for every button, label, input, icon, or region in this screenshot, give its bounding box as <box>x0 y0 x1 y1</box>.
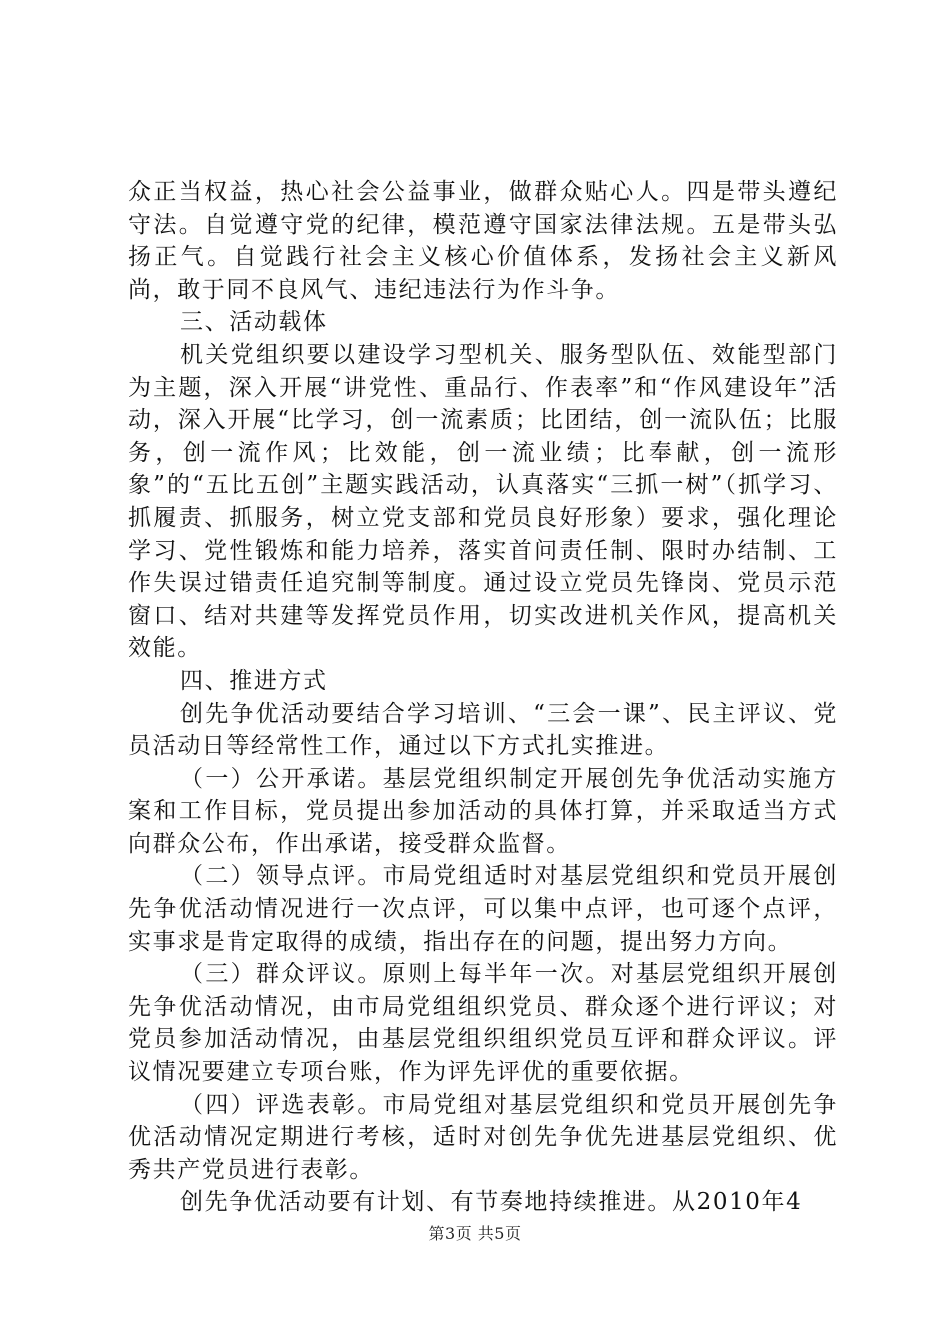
paragraph-public-commitment: （一）公开承诺。基层党组织制定开展创先争优活动实施方案和工作目标，党员提出参加活动的具体打算，并采取适当方式向群众公布，作出承诺，接受群众监督。 <box>128 765 838 857</box>
paragraph-activity-carrier: 机关党组织要以建设学习型机关、服务型队伍、效能型部门为主题，深入开展“讲党性、重品行、作表率”和“作风建设年”活动，深入开展“比学习，创一流素质；比团结，创一流队伍；比服务，创一流作风；比效能，创一流业绩；比奉献，创一流形象”的“五比五创”主题实践活动，认真落实“三抓一树”（抓学习、抓履责、抓服务，树立党支部和党员良好形象）要求，强化理论学习、党性锻炼和能力培养，落实首问责任制、限时办结制、工作失误过错责任追究制等制度。通过设立党员先锋岗、党员示范窗口、结对共建等发挥党员作用，切实改进机关作风，提高机关效能。 <box>128 341 838 662</box>
paragraph-promotion-intro: 创先争优活动要结合学习培训、“三会一课”、民主评议、党员活动日等经常性工作，通过以下方式扎实推进。 <box>128 700 838 760</box>
section-heading-activity-carrier: 三、活动载体 <box>180 309 328 336</box>
page-footer: 第3页 共5页 <box>428 1224 522 1243</box>
document-body <box>128 176 838 1219</box>
paragraph-public-appraisal: （三）群众评议。原则上每半年一次。对基层党组织开展创先争优活动情况，由市局党组组织党员、群众逐个进行评议；对党员参加活动情况，由基层党组织组织党员互评和群众评议。评议情况要建立专项台账，作为评先评优的重要依据。 <box>128 961 838 1086</box>
paragraph-leadership-review: （二）领导点评。市局党组适时对基层党组织和党员开展创先争优活动情况进行一次点评，可以集中点评，也可逐个点评，实事求是肯定取得的成绩，指出存在的问题，提出努力方向。 <box>128 863 838 955</box>
section-heading-promotion-methods: 四、推进方式 <box>180 667 328 694</box>
paragraph-selection-commendation: （四）评选表彰。市局党组对基层党组织和党员开展创先争优活动情况定期进行考核，适时对创先争优先进基层党组织、优秀共产党员进行表彰。 <box>128 1091 838 1183</box>
paragraph-schedule: 创先争优活动要有计划、有节奏地持续推进。从2010年4 <box>180 1189 803 1216</box>
paragraph-continuation: 众正当权益，热心社会公益事业，做群众贴心人。四是带头遵纪守法。自觉遵守党的纪律，模范遵守国家法律法规。五是带头弘扬正气。自觉践行社会主义核心价值体系，发扬社会主义新风尚，敢于同不良风气、违纪违法行为作斗争。 <box>128 179 838 303</box>
